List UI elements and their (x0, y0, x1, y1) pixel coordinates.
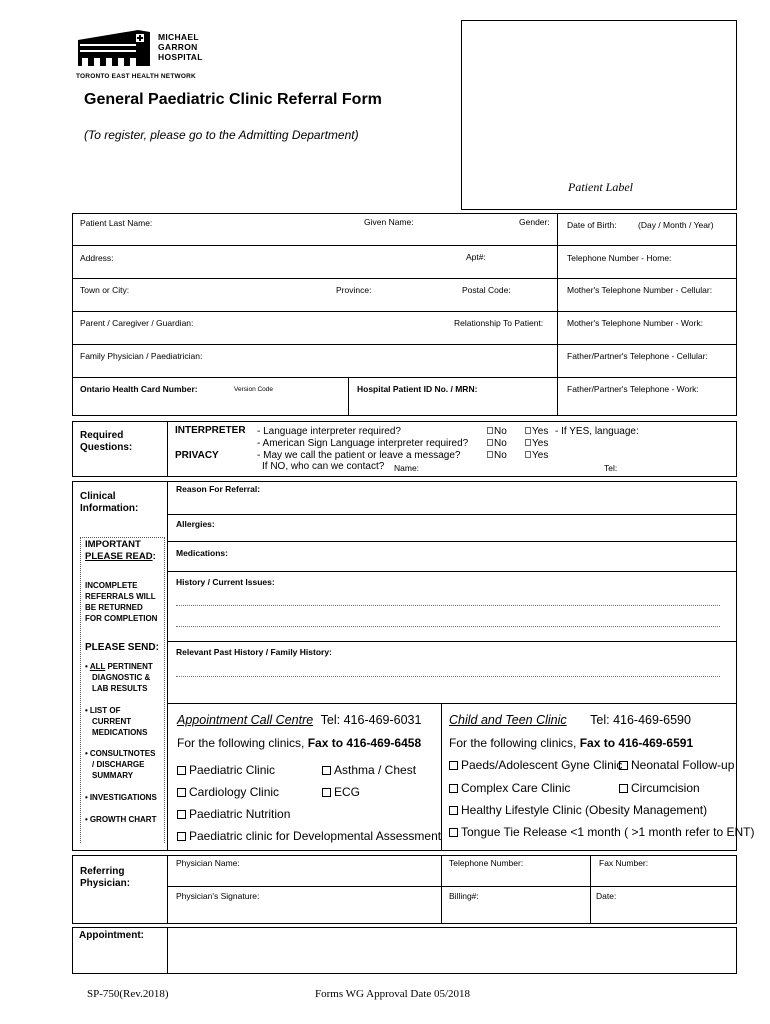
no-checkbox-1[interactable]: No (487, 426, 507, 438)
field-tel-home[interactable]: Telephone Number - Home: (567, 253, 672, 263)
clinical-heading-1: Clinical (80, 491, 116, 502)
field-history[interactable]: History / Current Issues: (176, 577, 275, 587)
child-teen-fax-intro: For the following clinics, (449, 736, 580, 750)
please-read-label: PLEASE READ (85, 551, 153, 562)
field-reason[interactable]: Reason For Referral: (176, 484, 261, 494)
option-paediatric-clinic[interactable]: Paediatric Clinic (177, 763, 275, 777)
field-physician-fax[interactable]: Fax Number: (599, 858, 649, 868)
yes-checkbox-3[interactable]: Yes (525, 450, 548, 462)
contact-name-label[interactable]: Name: (394, 463, 420, 473)
option-gyne-clinic[interactable]: Paeds/Adolescent Gyne Clinic (449, 758, 622, 772)
field-father-work[interactable]: Father/Partner's Telephone - Work: (567, 384, 699, 394)
field-father-cell[interactable]: Father/Partner's Telephone - Cellular: (567, 351, 708, 361)
option-developmental-assessment[interactable]: Paediatric clinic for Developmental Assessment (177, 829, 441, 843)
privacy-label: PRIVACY (175, 450, 219, 461)
if-yes-language[interactable]: - If YES, language: (555, 426, 639, 437)
field-family-physician[interactable]: Family Physician / Paediatrician: (80, 351, 203, 361)
send-item2-line3: MEDICATIONS (92, 728, 148, 737)
field-dob[interactable]: Date of Birth: (567, 220, 617, 230)
referring-heading-2: Physician: (80, 878, 131, 889)
option-paediatric-nutrition[interactable]: Paediatric Nutrition (177, 807, 290, 821)
appointment-centre-name: Appointment Call Centre (177, 713, 314, 727)
approval-date: Forms WG Approval Date 05/2018 (315, 988, 471, 1000)
field-allergies[interactable]: Allergies: (176, 519, 215, 529)
form-number: SP-750(Rev.2018) (87, 988, 169, 1000)
hospital-building-icon (76, 30, 154, 72)
field-medications[interactable]: Medications: (176, 548, 228, 558)
appointment-centre-tel: Tel: 416-469-6031 (320, 713, 422, 727)
patient-label-text: Patient Label (568, 180, 633, 194)
required-heading-2: Questions: (80, 442, 133, 453)
question-asl-interpreter: - American Sign Language interpreter required? (257, 438, 469, 449)
appointment-field[interactable] (168, 928, 736, 973)
send-item2-line1: LIST OF (89, 706, 121, 715)
option-neonatal-follow-up[interactable]: Neonatal Follow-up (619, 758, 734, 772)
form-subtitle: (To register, please go to the Admitting Department) (84, 128, 359, 142)
child-teen-name: Child and Teen Clinic (449, 713, 567, 727)
no-checkbox-3[interactable]: No (487, 450, 507, 462)
logo-network: TORONTO EAST HEALTH NETWORK (76, 73, 196, 80)
logo-name-line2: GARRON (158, 42, 198, 52)
field-date[interactable]: Date: (596, 891, 617, 901)
logo-name-line3: HOSPITAL (158, 52, 203, 62)
option-asthma-chest[interactable]: Asthma / Chest (322, 763, 416, 777)
send-item2-line2: CURRENT (92, 717, 132, 726)
field-parent[interactable]: Parent / Caregiver / Guardian: (80, 318, 194, 328)
option-circumcision[interactable]: Circumcision (619, 781, 700, 795)
important-label: IMPORTANT (85, 539, 141, 550)
appointment-centre-fax: Fax to 416-469-6458 (307, 736, 422, 750)
field-given-name[interactable]: Given Name: (364, 217, 414, 227)
appointment-label: Appointment: (79, 930, 144, 941)
yes-checkbox-1[interactable]: Yes (525, 426, 548, 438)
field-billing[interactable]: Billing#: (449, 891, 479, 901)
field-version-code[interactable]: Version Code (234, 386, 274, 393)
dob-format: (Day / Month / Year) (638, 220, 714, 230)
incomplete-line-4: FOR COMPLETION (85, 614, 158, 623)
question-language-interpreter: - Language interpreter required? (257, 426, 401, 437)
contact-tel-label[interactable]: Tel: (604, 463, 618, 473)
send-all-label: ALL (89, 662, 106, 671)
send-item5: GROWTH CHART (89, 815, 157, 824)
logo-name-line1: MICHAEL (158, 32, 199, 42)
field-address[interactable]: Address: (80, 253, 114, 263)
field-physician-signature[interactable]: Physician's Signature: (176, 891, 260, 901)
field-physician-telephone[interactable]: Telephone Number: (449, 858, 524, 868)
field-last-name[interactable]: Patient Last Name: (80, 218, 153, 228)
form-title: General Paediatric Clinic Referral Form (84, 91, 382, 108)
yes-checkbox-2[interactable]: Yes (525, 438, 548, 450)
option-tongue-tie[interactable]: Tongue Tie Release <1 month ( >1 month refer to ENT) (449, 825, 754, 839)
interpreter-label: INTERPRETER (175, 425, 246, 436)
clinical-section (72, 481, 737, 851)
field-apt[interactable]: Apt#: (466, 252, 486, 262)
send-item3-line3: SUMMARY (92, 771, 134, 780)
please-read-colon: : (152, 551, 156, 562)
field-town[interactable]: Town or City: (80, 285, 130, 295)
option-healthy-lifestyle[interactable]: Healthy Lifestyle Clinic (Obesity Management) (449, 803, 707, 817)
question-call-patient: - May we call the patient or leave a message? (257, 450, 461, 461)
incomplete-line-3: BE RETURNED (85, 603, 143, 612)
option-cardiology-clinic[interactable]: Cardiology Clinic (177, 785, 279, 799)
question-contact: If NO, who can we contact? (262, 461, 385, 472)
child-teen-tel: Tel: 416-469-6590 (590, 713, 691, 727)
no-checkbox-2[interactable]: No (487, 438, 507, 450)
referring-heading-1: Referring (80, 866, 125, 877)
field-relationship[interactable]: Relationship To Patient: (454, 318, 544, 328)
option-complex-care[interactable]: Complex Care Clinic (449, 781, 570, 795)
child-teen-fax: Fax to 416-469-6591 (579, 736, 694, 750)
field-mother-work[interactable]: Mother's Telephone Number - Work: (567, 318, 703, 328)
field-ohip[interactable]: Ontario Health Card Number: (80, 384, 198, 394)
incomplete-line-1: INCOMPLETE (85, 581, 138, 590)
hospital-logo (76, 28, 216, 84)
incomplete-line-2: REFERRALS WILL (85, 592, 156, 601)
field-postal[interactable]: Postal Code: (462, 285, 511, 295)
send-item4: INVESTIGATIONS (89, 793, 157, 802)
field-physician-name[interactable]: Physician Name: (176, 858, 240, 868)
send-item3-line2: / DISCHARGE (92, 760, 145, 769)
field-past-history[interactable]: Relevant Past History / Family History: (176, 647, 332, 657)
send-item1-rest: PERTINENT (105, 662, 153, 671)
field-province[interactable]: Province: (336, 285, 372, 295)
please-send-label: PLEASE SEND: (85, 642, 159, 653)
send-item3-line1: CONSULTNOTES (89, 749, 156, 758)
field-gender[interactable]: Gender: (519, 217, 550, 227)
required-heading-1: Required (80, 430, 124, 441)
send-item1-line3: LAB RESULTS (92, 684, 148, 693)
send-item1-line2: DIAGNOSTIC & (92, 673, 151, 682)
appointment-centre-fax-intro: For the following clinics, (177, 736, 308, 750)
option-ecg[interactable]: ECG (322, 785, 360, 799)
clinical-heading-2: Information: (80, 503, 139, 514)
field-mrn[interactable]: Hospital Patient ID No. / MRN: (357, 384, 478, 394)
field-mother-cell[interactable]: Mother's Telephone Number - Cellular: (567, 285, 713, 295)
